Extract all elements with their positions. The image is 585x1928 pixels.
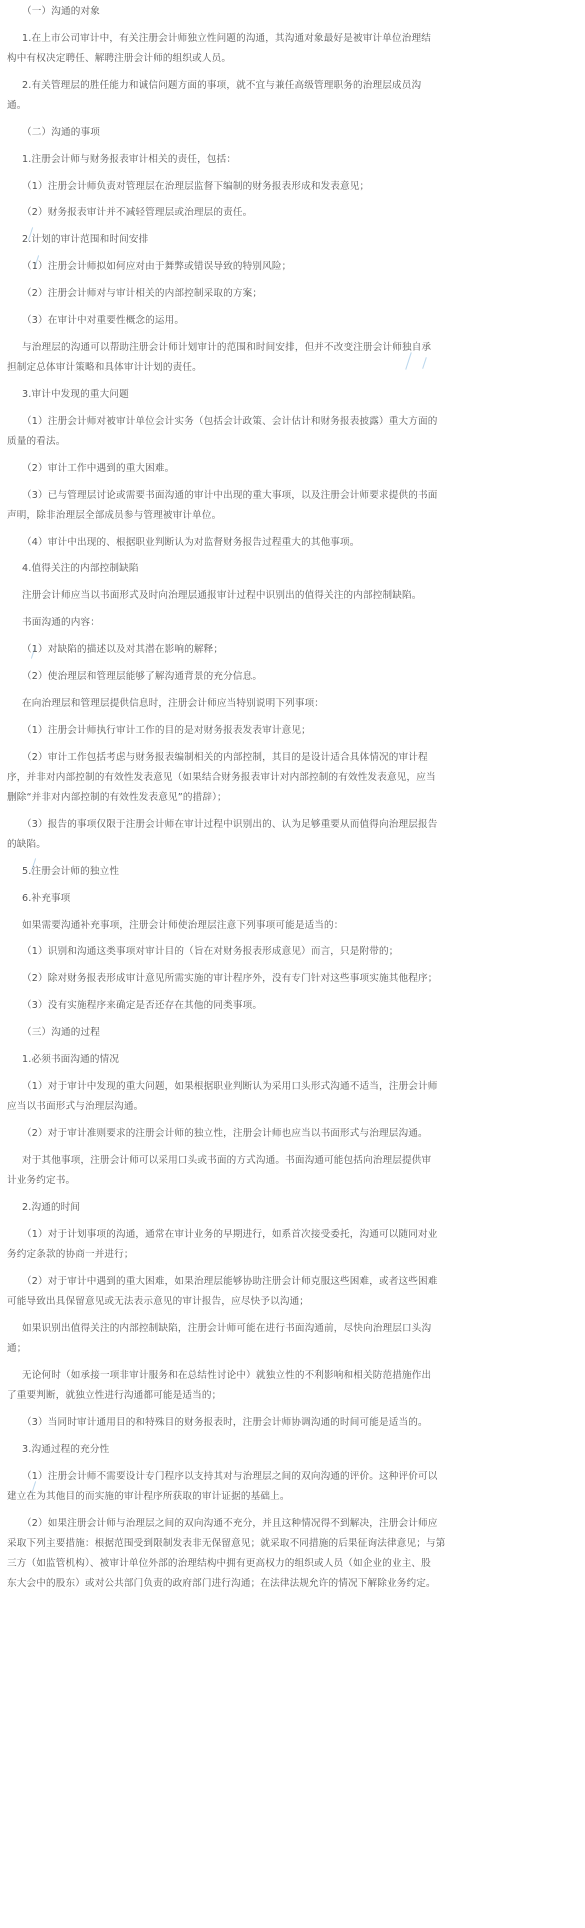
text-line: （1）注册会计师对被审计单位会计实务（包括会计政策、会计估计和财务报表披露）重大方面的 (22, 416, 438, 427)
text-line: （1）对缺陷的描述以及对其潜在影响的解释； (22, 644, 224, 655)
text-line: 计业务约定书。 (7, 1175, 76, 1186)
text-line: 务约定条款的协商一并进行； (7, 1249, 134, 1260)
scribble-mark (422, 357, 427, 369)
text-line: 3.沟通过程的充分性 (22, 1444, 110, 1455)
text-line: 对于其他事项，注册会计师可以采用口头或书面的方式沟通。书面沟通可能包括向治理层提供审 (22, 1155, 432, 1166)
text-line: （3）当同时审计通用目的和特殊目的财务报表时，注册会计师协调沟通的时间可能是适当的。 (22, 1417, 428, 1428)
text-line: （一）沟通的对象 (22, 6, 100, 17)
text-line: （2）对于审计准则要求的注册会计师的独立性，注册会计师也应当以书面形式与治理层沟通。 (22, 1128, 428, 1139)
text-line: 通； (7, 1343, 27, 1354)
text-line: 通。 (7, 100, 27, 111)
text-line: 如果需要沟通补充事项，注册会计师使治理层注意下列事项可能是适当的： (22, 920, 344, 931)
text-line: （1）注册会计师拟如何应对由于舞弊或错误导致的特别风险； (22, 261, 292, 272)
text-line: （2）财务报表审计并不减轻管理层或治理层的责任。 (22, 207, 253, 218)
text-line: 东大会中的股东）或对公共部门负责的政府部门进行沟通；在法律法规允许的情况下解除业务约定。 (7, 1578, 436, 1589)
text-line: （3）报告的事项仅限于注册会计师在审计过程中识别出的、认为足够重要从而值得向治理层报告 (22, 819, 438, 830)
text-line: 与治理层的沟通可以帮助注册会计师计划审计的范围和时间安排，但并不改变注册会计师独自承 (22, 342, 432, 353)
text-line: 1.注册会计师与财务报表审计相关的责任，包括： (22, 154, 237, 165)
text-line: 2.沟通的时间 (22, 1202, 81, 1213)
text-line: （4）审计中出现的、根据职业判断认为对监督财务报告过程重大的其他事项。 (22, 537, 360, 548)
text-line: （1）注册会计师执行审计工作的目的是对财务报表发表审计意见； (22, 725, 311, 736)
text-line: （1）对于审计中发现的重大问题，如果根据职业判断认为采用口头形式沟通不适当，注册会计师 (22, 1081, 438, 1092)
text-line: （三）沟通的过程 (22, 1027, 100, 1038)
text-line: 采取下列主要措施：根据范围受到限制发表非无保留意见；就采取不同措施的后果征询法律意见；与第 (7, 1538, 446, 1549)
text-line: 书面沟通的内容： (22, 617, 100, 628)
text-line: 3.审计中发现的重大问题 (22, 389, 129, 400)
text-line: （1）识别和沟通这类事项对审计目的（旨在对财务报表形成意见）而言，只是附带的； (22, 946, 399, 957)
text-line: （1）对于计划事项的沟通，通常在审计业务的早期进行，如系首次接受委托，沟通可以随同对业 (22, 1229, 438, 1240)
text-line: 声明，除非治理层全部成员参与管理被审计单位。 (7, 510, 222, 521)
text-line: 2.计划的审计范围和时间安排 (22, 234, 149, 245)
text-line: 的缺陷。 (7, 839, 46, 850)
text-line: 1.在上市公司审计中，有关注册会计师独立性问题的沟通，其沟通对象最好是被审计单位治理结 (22, 33, 431, 44)
text-line: （3）没有实施程序来确定是否还存在其他的同类事项。 (22, 1000, 263, 1011)
text-line: （3）在审计中对重要性概念的运用。 (22, 315, 185, 326)
text-line: （2）注册会计师对与审计相关的内部控制采取的方案； (22, 288, 263, 299)
text-line: 删除“并非对内部控制的有效性发表意见”的措辞）； (7, 792, 227, 803)
text-line: 担制定总体审计策略和具体审计计划的责任。 (7, 362, 202, 373)
text-line: 应当以书面形式与治理层沟通。 (7, 1101, 144, 1112)
text-line: 无论何时（如承接一项非审计服务和在总结性讨论中）就独立性的不利影响和相关防范措施作出 (22, 1370, 432, 1381)
text-line: （2）使治理层和管理层能够了解沟通背景的充分信息。 (22, 671, 263, 682)
text-line: 在向治理层和管理层提供信息时，注册会计师应当特别说明下列事项： (22, 698, 325, 709)
text-line: （2）如果注册会计师与治理层之间的双向沟通不充分，并且这种情况得不到解决，注册会计师应 (22, 1518, 438, 1529)
text-line: 1.必须书面沟通的情况 (22, 1054, 120, 1065)
text-line: 建立在为其他目的而实施的审计程序所获取的审计证据的基础上。 (7, 1491, 290, 1502)
text-line: 构中有权决定聘任、解聘注册会计师的组织或人员。 (7, 53, 232, 64)
text-line: 如果识别出值得关注的内部控制缺陷，注册会计师可能在进行书面沟通前，尽快向治理层口头沟 (22, 1323, 432, 1334)
text-line: 了重要判断，就独立性进行沟通都可能是适当的； (7, 1390, 222, 1401)
text-line: （1）注册会计师负责对管理层在治理层监督下编制的财务报表形成和发表意见； (22, 181, 370, 192)
text-line: 序，并非对内部控制的有效性发表意见（如果结合财务报表审计对内部控制的有效性发表意见，应当 (7, 772, 436, 783)
text-line: 2.有关管理层的胜任能力和诚信问题方面的事项，就不宜与兼任高级管理职务的治理层成员沟 (22, 80, 422, 91)
text-line: （二）沟通的事项 (22, 127, 100, 138)
text-line: 可能导致出具保留意见或无法表示意见的审计报告，应尽快予以沟通； (7, 1296, 310, 1307)
text-line: 质量的看法。 (7, 436, 66, 447)
text-line: 注册会计师应当以书面形式及时向治理层通报审计过程中识别出的值得关注的内部控制缺陷。 (22, 590, 422, 601)
text-line: （2）对于审计中遇到的重大困难，如果治理层能够协助注册会计师克服这些困难，或者这些困难 (22, 1276, 438, 1287)
text-line: （2）除对财务报表形成审计意见所需实施的审计程序外，没有专门针对这些事项实施其他程序； (22, 973, 438, 984)
text-line: 5.注册会计师的独立性 (22, 866, 120, 877)
text-line: （2）审计工作中遇到的重大困难。 (22, 463, 175, 474)
text-line: 4.值得关注的内部控制缺陷 (22, 563, 139, 574)
text-line: （3）已与管理层讨论或需要书面沟通的审计中出现的重大事项，以及注册会计师要求提供的书面 (22, 490, 438, 501)
scribble-mark (405, 352, 412, 369)
text-line: 三方（如监管机构）、被审计单位外部的治理结构中拥有更高权力的组织或人员（如企业的业主、股 (7, 1558, 431, 1569)
text-line: 6.补充事项 (22, 893, 71, 904)
text-line: （1）注册会计师不需要设计专门程序以支持其对与治理层之间的双向沟通的评价。这种评价可以 (22, 1471, 438, 1482)
text-line: （2）审计工作包括考虑与财务报表编制相关的内部控制，其目的是设计适合具体情况的审计程 (22, 752, 428, 763)
